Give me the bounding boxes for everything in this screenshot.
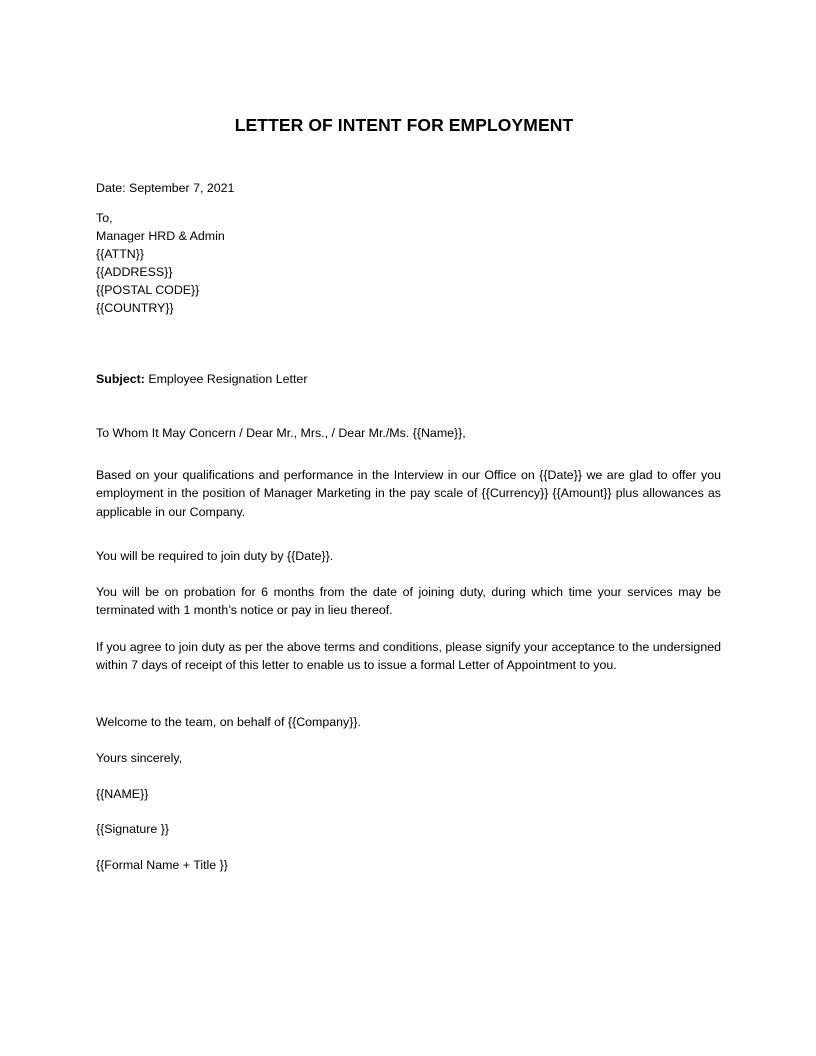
paragraph-acceptance: If you agree to join duty as per the above terms and conditions, please signify your acceptance to the undersigned within 7 days of receipt of this letter to enable us to issue a formal Letter of Appointment to you. [96, 640, 721, 673]
closing-sign-off: Yours sincerely, [96, 751, 183, 765]
subject-label: Subject: [96, 372, 145, 386]
date-line: Date: September 7, 2021 [96, 181, 235, 195]
subject-line [96, 370, 307, 388]
subject-text: Employee Resignation Letter [144, 372, 308, 386]
address-country: {{COUNTRY}} [96, 301, 174, 315]
closing-name: {{NAME}} [96, 787, 149, 801]
address-postal-code: {{POSTAL CODE}} [96, 283, 200, 297]
closing-signature: {{Signature }} [96, 822, 170, 836]
closing-formal-name: {{Formal Name + Title }} [96, 858, 228, 872]
document-title: LETTER OF INTENT FOR EMPLOYMENT [234, 115, 574, 135]
paragraph-welcome: Welcome to the team, on behalf of {{Company}}. [96, 715, 361, 729]
address-street: {{ADDRESS}} [96, 265, 173, 279]
address-attn: {{ATTN}} [96, 247, 144, 261]
paragraph-probation: You will be on probation for 6 months from the date of joining duty, during which time your services may be terminated with 1 month’s notice or pay in lieu thereof. [96, 585, 721, 618]
address-recipient: Manager HRD & Admin [96, 229, 225, 243]
salutation: To Whom It May Concern / Dear Mr., Mrs., / Dear Mr./Ms. {{Name}}, [96, 426, 466, 440]
address-to: To, [96, 211, 113, 225]
paragraph-join-duty: You will be required to join duty by {{Date}}. [96, 549, 334, 563]
paragraph-offer: Based on your qualifications and performance in the Interview in our Office on {{Date}} we are glad to offer you employment in the position of Manager Marketing in the pay scale of {{Currency}} {{Amount}} plus allowances as applicable in our Company. [96, 468, 721, 519]
